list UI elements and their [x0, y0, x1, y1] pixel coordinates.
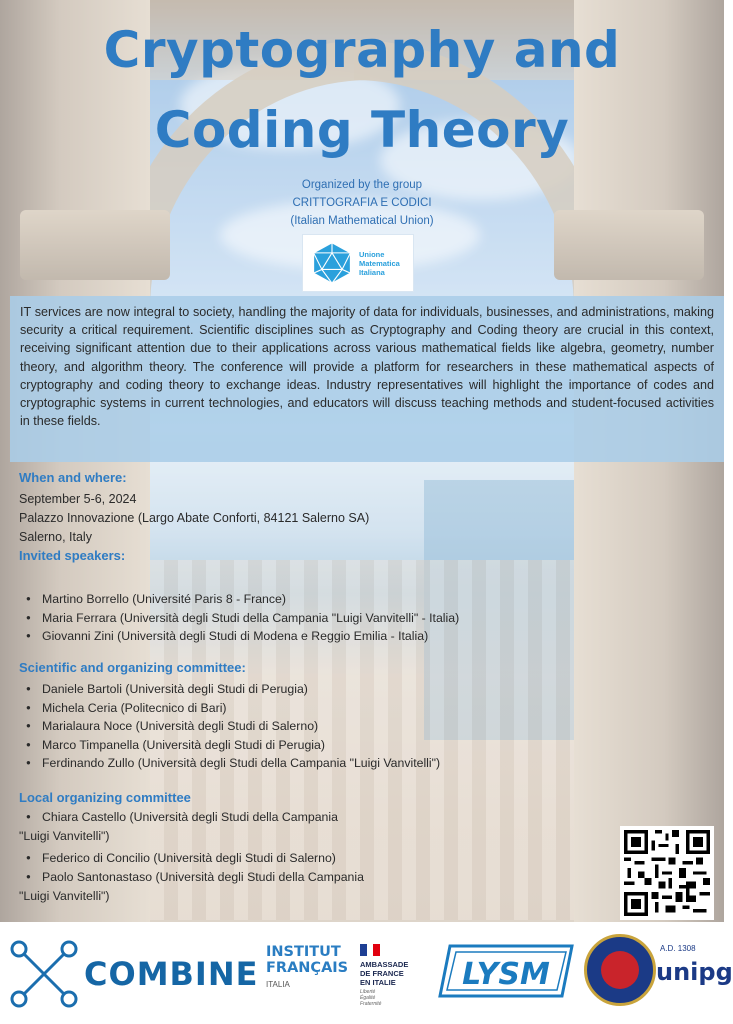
umi-logo-text: [359, 250, 400, 277]
event-venue: Palazzo Innovazione (Largo Abate Conforti, 84121 Salerno SA): [19, 511, 370, 525]
qr-code[interactable]: [620, 826, 714, 920]
union-name: (Italian Mathematical Union): [290, 215, 434, 227]
sponsor-footer: [0, 922, 733, 1024]
ambassade-logo: [360, 944, 428, 1007]
motto-line3: Fraternité: [360, 1001, 382, 1007]
local-item3-line1: ● Paolo Santonastaso (Università degli Studi della Campania: [19, 868, 364, 887]
icosahedron-icon: [309, 240, 355, 286]
unipg-text: unipg: [656, 958, 733, 986]
list-item: ● Marco Timpanella (Università degli Studi di Perugia): [24, 736, 440, 755]
group-name: CRITTOGRAFIA E CODICI: [292, 197, 432, 209]
lysm-logo: [436, 940, 576, 1002]
ambassade-line3: EN ITALIE: [360, 978, 396, 987]
list-item: ● Daniele Bartoli (Università degli Studi di Perugia): [24, 680, 440, 699]
scientific-committee-list: [24, 680, 440, 773]
list-item: ● Giovanni Zini (Università degli Studi di Modena e Reggio Emilia - Italia): [24, 627, 459, 646]
poster-title-line2: Coding Theory: [154, 101, 570, 159]
local-item1-line1: ● Chiara Castello (Università degli Studi della Campania: [19, 808, 338, 827]
list-item: ● Michela Ceria (Politecnico di Bari): [24, 699, 440, 718]
scientific-committee-heading: Scientific and organizing committee:: [19, 660, 246, 675]
unipg-logo: [584, 932, 733, 1016]
ambassade-line2: DE FRANCE: [360, 969, 404, 978]
intro-paragraph: IT services are now integral to society, handling the majority of data for individuals, businesses, and administrations, making security a critical requirement. Scientific disciplines such as Cryptography and Coding theory are crucial in this context, receiving significant attention due to their applications across various mathematical fields like algebra, geometry, number theory, and algorithm theory. The conference will provide a platform for researchers in these mathematical aspects of cryptography and coding theory to exchange ideas. Industry representatives will highlight the importance of codes and cryptographic systems in current technologies, and educators will discuss teaching methods and student-focused activities in these fields.: [10, 296, 724, 462]
event-date: September 5-6, 2024: [19, 492, 137, 506]
umi-logo: [302, 234, 414, 292]
lysm-text: LYSM: [462, 957, 550, 992]
local-committee-heading: Local organizing committee: [19, 790, 191, 805]
umi-line3: Italiana: [359, 267, 385, 277]
institut-line1: INSTITUT: [266, 944, 341, 960]
local-item1-line2: "Luigi Vanvitelli"): [19, 828, 110, 843]
organizer-block: [0, 176, 724, 230]
list-item: ● Martino Borrello (Université Paris 8 - France): [24, 590, 459, 609]
motto-line1: Liberté: [360, 989, 376, 995]
university-seal-icon: [584, 934, 656, 1006]
combine-logo: [8, 930, 258, 1018]
list-item: ● Maria Ferrara (Università degli Studi della Campania "Luigi Vanvitelli" - Italia): [24, 609, 459, 628]
institut-francais-logo: [266, 944, 348, 976]
local-item2: ● Federico di Concilio (Università degli Studi di Salerno): [19, 849, 336, 868]
when-where-heading: When and where:: [19, 470, 127, 485]
umi-line1: Unione: [359, 249, 385, 259]
invited-speakers-list: [24, 590, 459, 646]
combine-text: COMBINE: [84, 955, 259, 993]
ambassade-line1: AMBASSADE: [360, 960, 409, 969]
list-item: ● Marialaura Noce (Università degli Studi di Salerno): [24, 717, 440, 736]
list-item: ● Ferdinando Zullo (Università degli Studi della Campania "Luigi Vanvitelli"): [24, 754, 440, 773]
event-city: Salerno, Italy: [19, 530, 92, 544]
poster-title-line1: Cryptography and: [103, 21, 621, 79]
invited-speakers-heading: Invited speakers:: [19, 548, 126, 563]
list-item: [19, 868, 364, 905]
french-flag-icon: [360, 944, 380, 956]
motto-line2: Égalité: [360, 995, 376, 1001]
institut-sub: ITALIA: [266, 980, 290, 989]
organized-by-text: Organized by the group: [301, 179, 423, 191]
list-item: [19, 849, 336, 868]
list-item: [19, 808, 338, 845]
unipg-founding: A.D. 1308: [660, 944, 696, 953]
institut-line2: FRANÇAIS: [266, 960, 349, 976]
qr-code-icon: [624, 830, 710, 916]
local-item3-line2: "Luigi Vanvitelli"): [19, 888, 110, 903]
network-icon: [8, 938, 80, 1010]
umi-line2: Matematica: [359, 258, 400, 268]
